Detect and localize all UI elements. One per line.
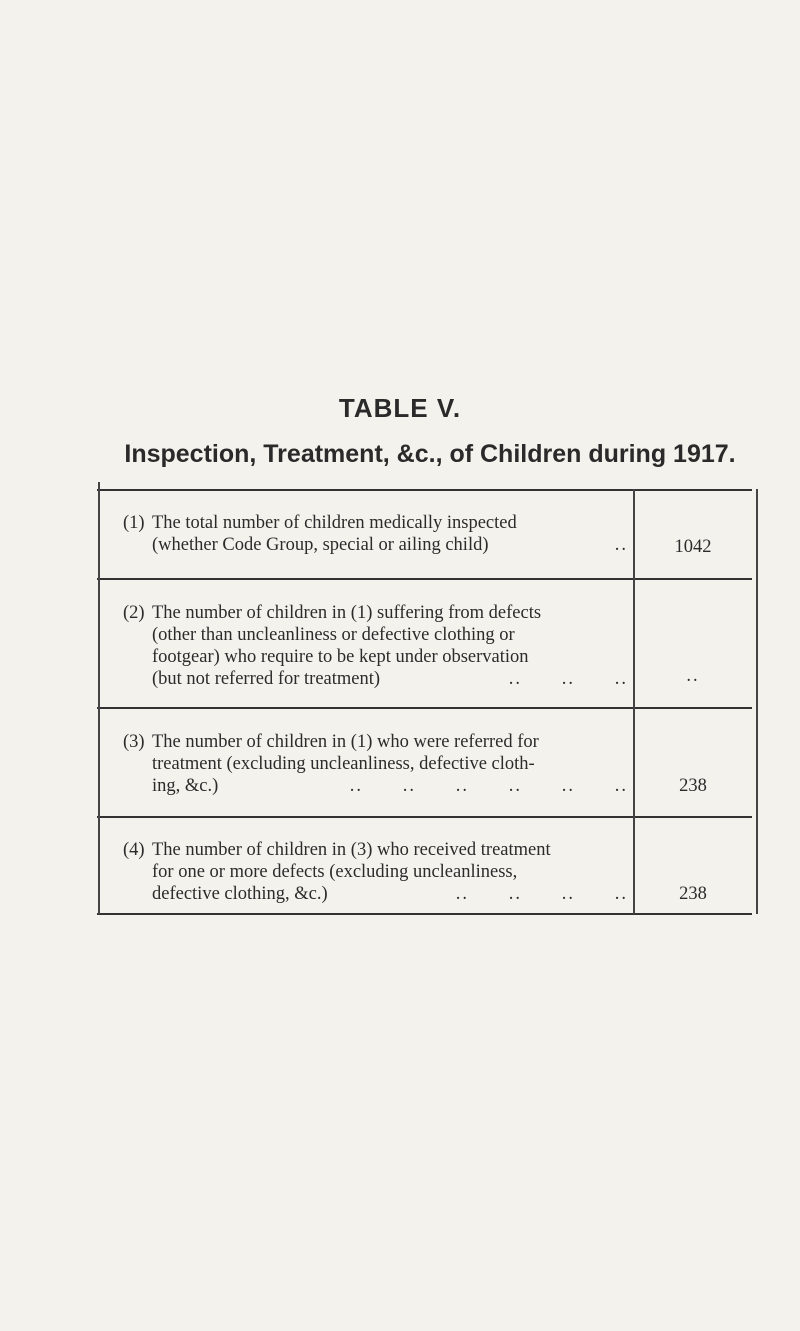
rule-row-3 (97, 816, 752, 818)
table-row (125, 839, 628, 905)
row-line: The number of children in (1) suffering from defects (152, 603, 542, 623)
row-leader: .. (614, 535, 628, 555)
row-line: for one or more defects (excluding uncleanliness, (152, 862, 518, 882)
row-line (125, 775, 628, 797)
row-value: 1042 (674, 537, 712, 557)
table-row (125, 512, 628, 556)
row-line (125, 534, 628, 556)
rule-row-2 (97, 707, 752, 709)
row-line: The total number of children medically inspected (152, 513, 517, 533)
row-value: .. (686, 666, 700, 686)
row-line: treatment (excluding uncleanliness, defective cloth- (152, 754, 535, 774)
row-line-text: (but not referred for treatment) (152, 669, 381, 689)
table-row (125, 602, 628, 690)
table-row (125, 731, 628, 797)
row-leader: .. .. .. (508, 669, 628, 689)
table-subtitle: Inspection, Treatment, &c., of Children during 1917. (124, 440, 736, 468)
row-number: (3) (123, 732, 145, 752)
row-line: The number of children in (1) who were referred for (152, 732, 539, 752)
row-line-text: ing, &c.) (152, 776, 219, 796)
row-line: (other than uncleanliness or defective clothing or (152, 625, 515, 645)
row-number: (4) (123, 840, 145, 860)
row-number: (2) (123, 603, 145, 623)
row-line (125, 883, 628, 905)
row-line-text: (whether Code Group, special or ailing child) (152, 535, 489, 555)
row-value: 238 (679, 884, 707, 904)
rule-right (756, 489, 758, 914)
rule-bottom (97, 913, 752, 915)
row-leader: .. .. .. .. (455, 884, 628, 904)
rule-top (97, 489, 752, 491)
row-line: The number of children in (3) who received treatment (152, 840, 551, 860)
row-leader: .. .. .. .. .. .. (349, 776, 628, 796)
row-value: 238 (679, 776, 707, 796)
rule-left (98, 482, 100, 914)
row-line (125, 668, 628, 690)
row-number: (1) (123, 513, 145, 533)
table-title: TABLE V. (338, 393, 462, 423)
rule-row-1 (97, 578, 752, 580)
row-line: footgear) who require to be kept under observation (152, 647, 529, 667)
row-line-text: defective clothing, &c.) (152, 884, 328, 904)
